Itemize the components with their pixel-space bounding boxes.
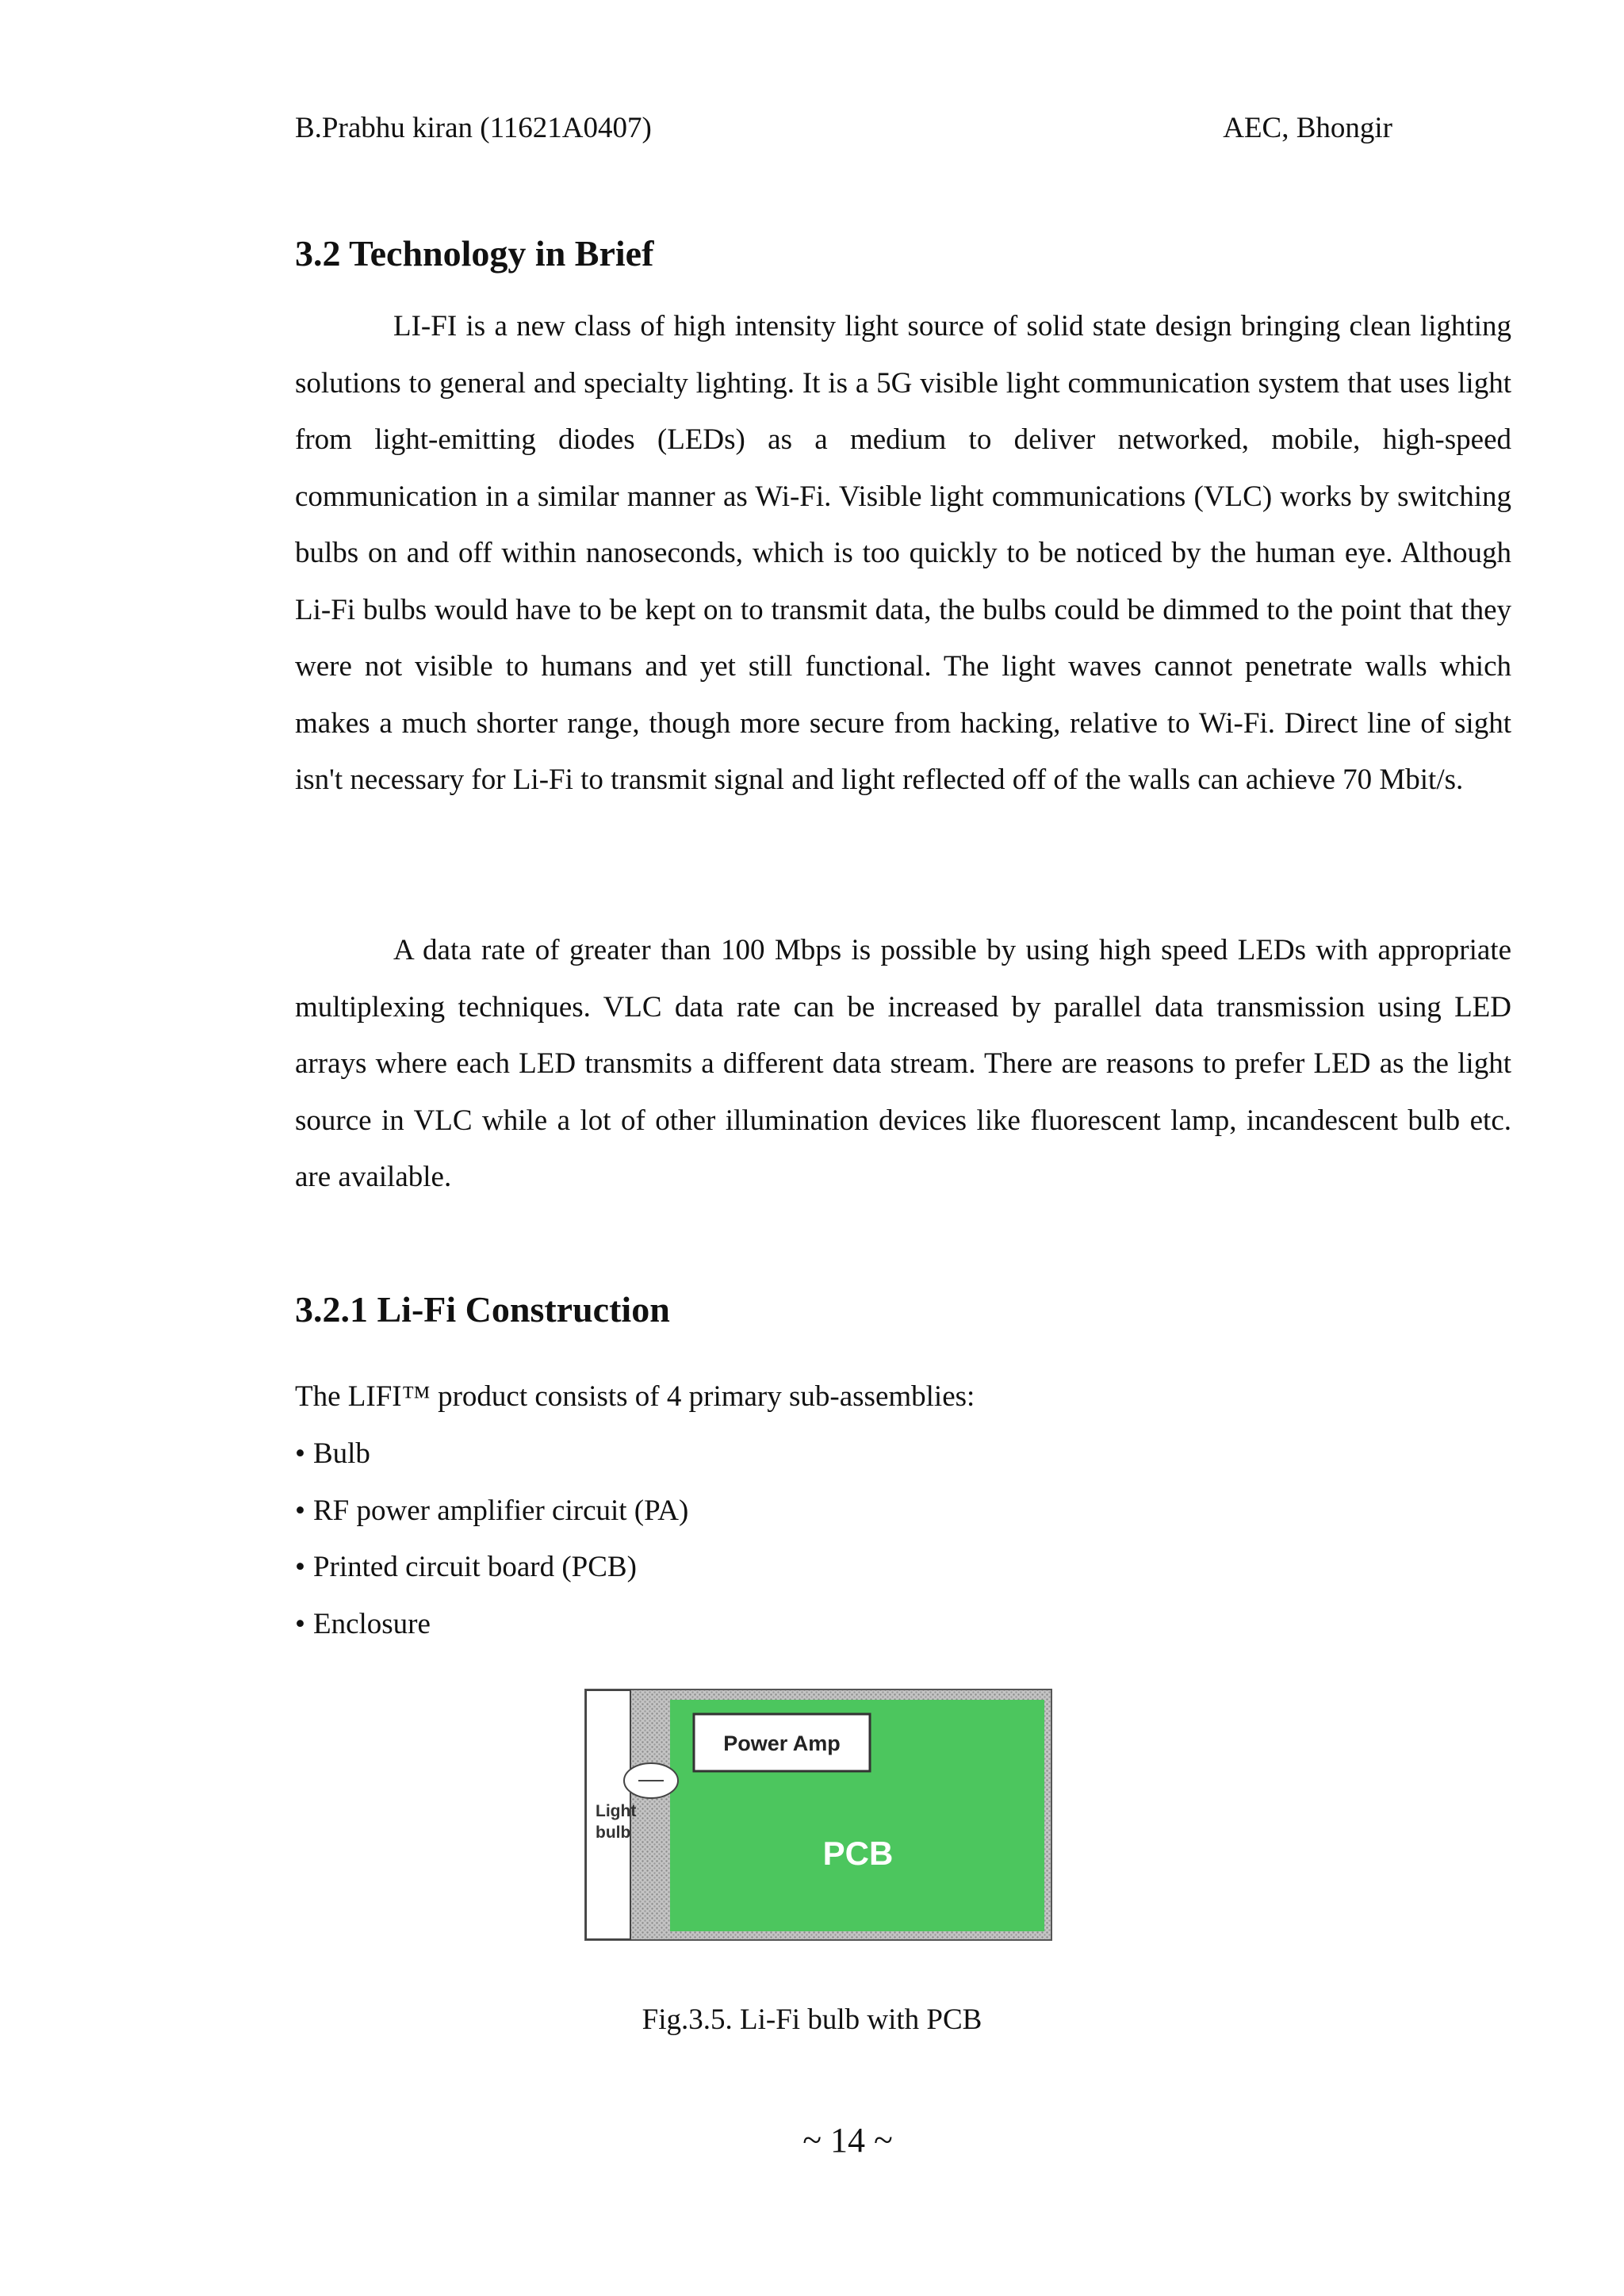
figure-caption: Fig.3.5. Li-Fi bulb with PCB bbox=[642, 2003, 982, 2036]
list-item: • Printed circuit board (PCB) bbox=[295, 1539, 688, 1596]
power-amp-label: Power Amp bbox=[723, 1732, 841, 1755]
subsection-title: 3.2.1 Li-Fi Construction bbox=[295, 1289, 670, 1330]
light-bulb-label-line1: Light bbox=[596, 1802, 637, 1820]
list-item: • Enclosure bbox=[295, 1596, 688, 1653]
sub-assembly-list bbox=[295, 1425, 688, 1652]
section-paragraph-2: A data rate of greater than 100 Mbps is possible by using high speed LEDs with appropriate multiplexing techniques. VLC data rate can be increased by parallel data transmission using LED arrays where each LED transmits a different data stream. There are reasons to prefer LED as the light source in VLC while a lot of other illumination devices like fluorescent lamp, incandescent bulb etc. are available. bbox=[295, 934, 1511, 1193]
section-paragraph-1: LI-FI is a new class of high intensity light source of solid state design bringing clean lighting solutions to general and specialty lighting. It is a 5G visible light communication system that uses light from light-emitting diodes (LEDs) as a medium to deliver networked, mobile, high-speed communication in a similar manner as Wi-Fi. Visible light communications (VLC) works by switching bulbs on and off within nanoseconds, which is too quickly to be noticed by the human eye. Although Li-Fi bulbs would have to be kept on to transmit data, the bulbs could be dimmed to the point that they were not visible to humans and yet still functional. The light waves cannot penetrate walls which makes a much shorter range, though more secure from hacking, relative to Wi-Fi. Direct line of sight isn't necessary for Li-Fi to transmit signal and light reflected off of the walls can achieve 70 Mbit/s. bbox=[295, 310, 1511, 796]
page-header bbox=[295, 105, 1392, 152]
header-institution: AEC, Bhongir bbox=[1223, 112, 1392, 144]
lifi-bulb-pcb-figure bbox=[584, 1689, 1052, 1942]
pcb-label: PCB bbox=[822, 1835, 894, 1872]
list-item: • RF power amplifier circuit (PA) bbox=[295, 1483, 688, 1540]
list-item: • Bulb bbox=[295, 1425, 688, 1483]
section-title: 3.2 Technology in Brief bbox=[295, 233, 654, 274]
header-author: B.Prabhu kiran (11621A0407) bbox=[295, 112, 652, 144]
light-bulb-label-line2: bulb bbox=[596, 1823, 631, 1842]
figure-diagram bbox=[584, 1689, 1052, 1942]
subsection-intro: The LIFI™ product consists of 4 primary sub-assemblies: bbox=[295, 1380, 975, 1413]
page-number: ~ 14 ~ bbox=[802, 2121, 893, 2160]
